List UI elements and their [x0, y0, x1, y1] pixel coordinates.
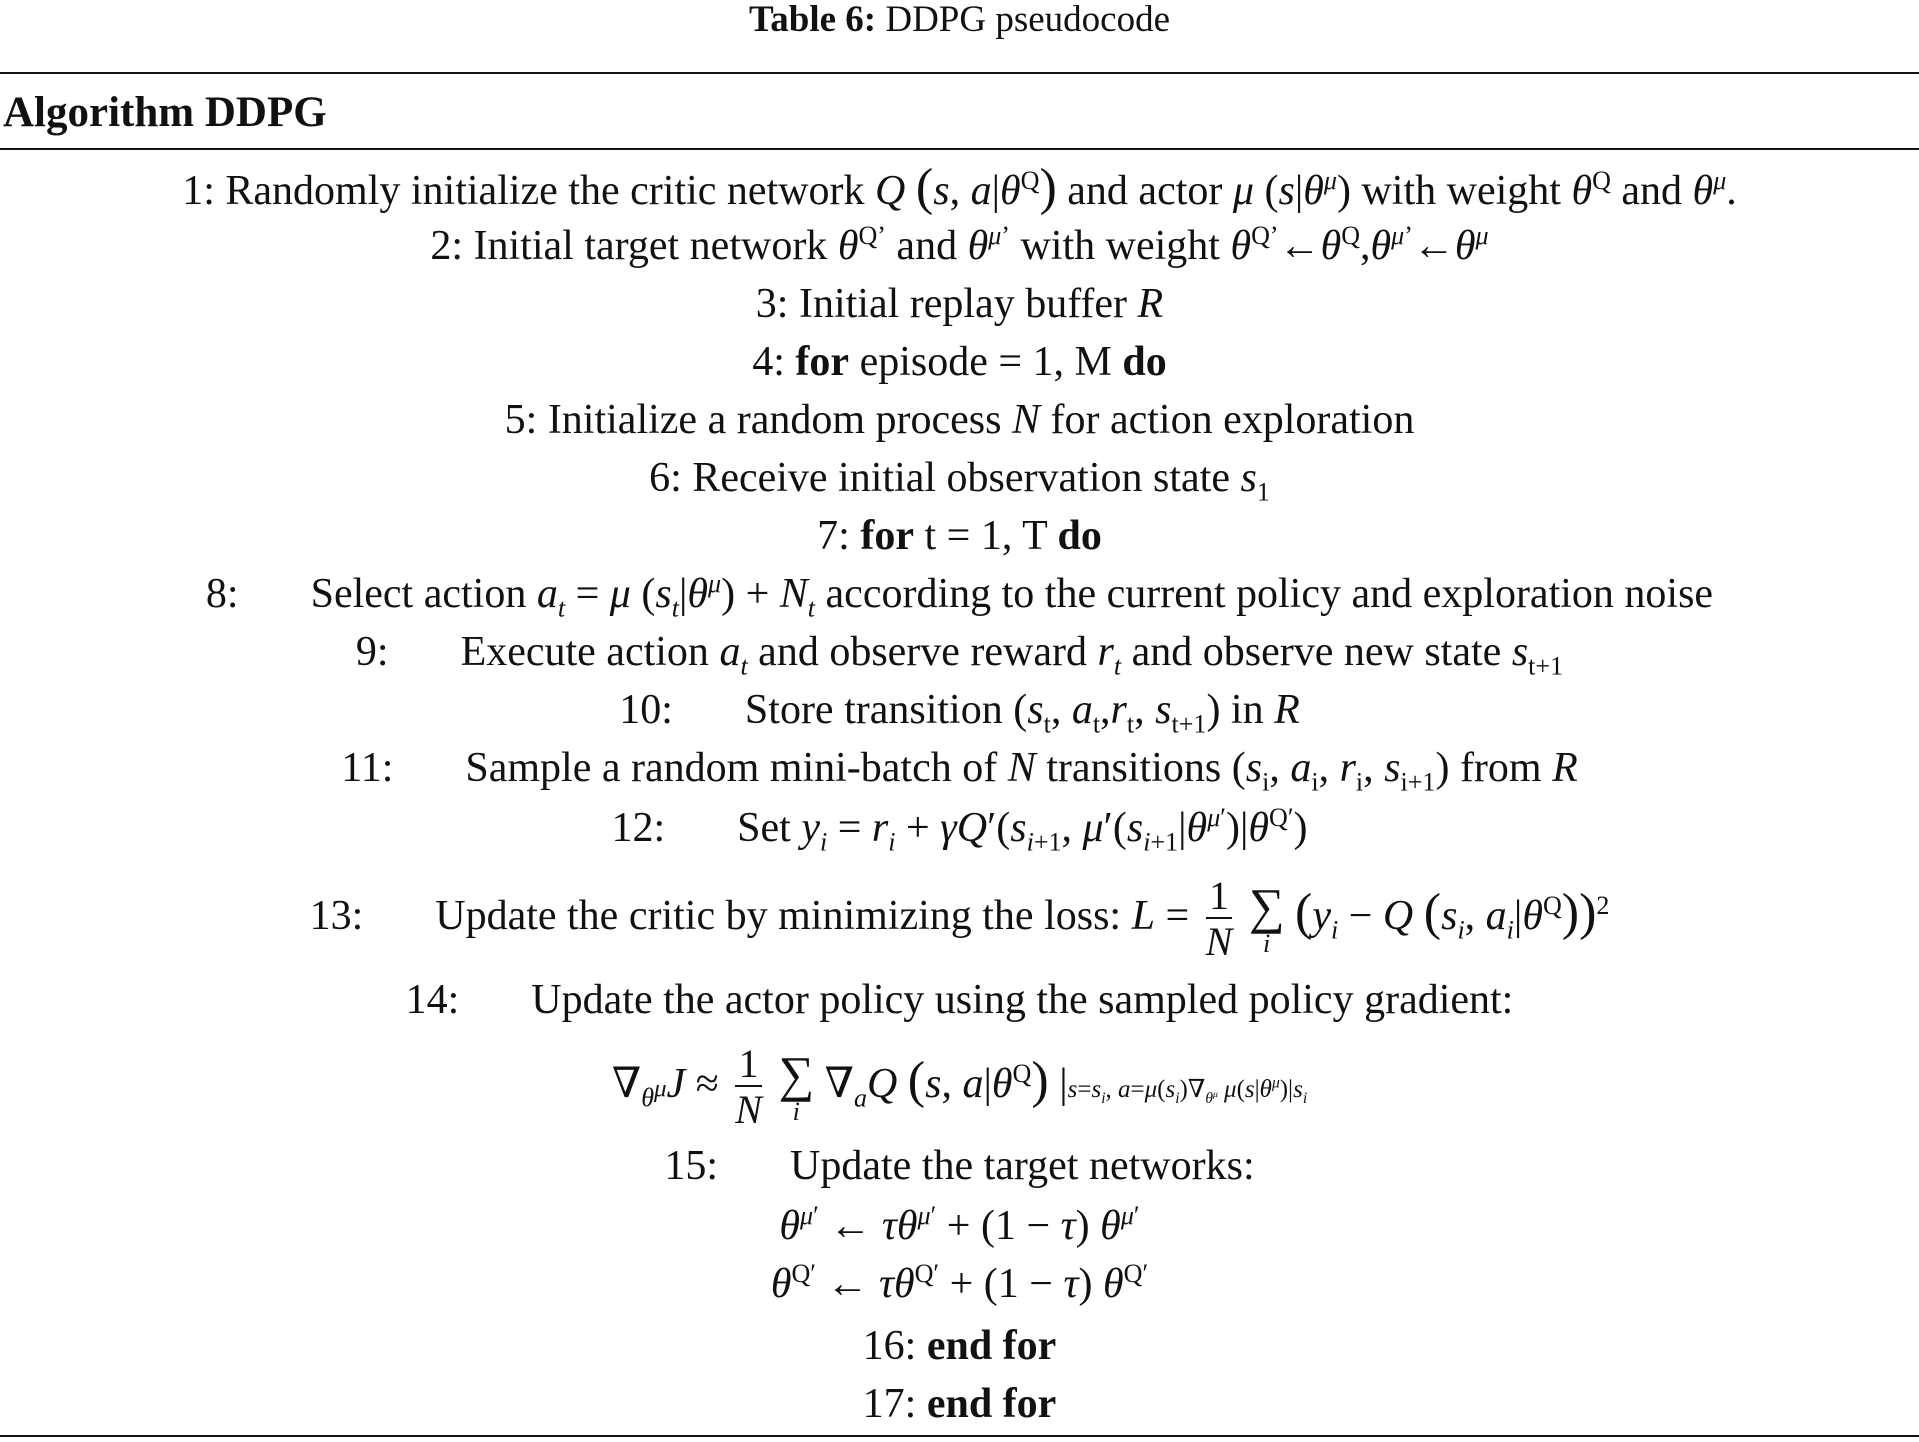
step-number: 17:	[862, 1381, 917, 1427]
step-number: 6:	[649, 455, 682, 501]
step-number: 1:	[182, 168, 215, 214]
fraction: $\frac{1}{N}$	[735, 1041, 762, 1133]
step-1: 1: Randomly initialize the critic network Q (s, $a|\theta^Q$) and actor μ $(s|\theta^\mu)$ with weight $\theta^Q$ and $\theta^\mu$.	[0, 160, 1919, 216]
table-caption	[0, 0, 1919, 40]
step-number: 14:	[405, 977, 460, 1023]
caption-label: Table 6:	[748, 0, 877, 40]
step-number: 13:	[309, 893, 364, 939]
step-10: 10: Store transition ($s_t$, $a_t,r_t$, $s_{t+1}$) in R	[0, 682, 1919, 738]
keyword-do: do	[1122, 339, 1167, 385]
fraction: $\frac{1}{N}$	[1205, 873, 1233, 965]
keyword-for: for	[795, 339, 850, 385]
step-2: 2: Initial target network $\theta^{Q’}$ and $\theta^{\mu’}$ with weight $\theta^{Q’}\leftarrow\theta^Q,\theta^{\mu’}\leftarrow\theta^\mu$	[0, 218, 1919, 274]
step-number: 3:	[755, 281, 789, 327]
loop-range: episode = 1, M	[859, 339, 1112, 385]
step-number: 2:	[430, 223, 464, 269]
step-number: 15:	[664, 1143, 719, 1189]
keyword-end-for: end for	[926, 1323, 1057, 1369]
sum-symbol: ∑ i	[778, 1046, 815, 1127]
keyword-do: do	[1057, 513, 1102, 559]
sum-symbol: ∑ i	[1248, 878, 1285, 959]
keyword-for: for	[860, 513, 914, 559]
step-12: 12: Set $y_i = r_i + \gamma Q'(s_{i+1}$, $\mu'(s_{i+1}|\theta^{\mu'})|\theta^{Q'}$)	[0, 800, 1919, 856]
step-number: 5:	[504, 397, 538, 443]
algorithm-header: Algorithm DDPG	[3, 89, 327, 136]
top-rule	[0, 72, 1919, 74]
loop-range: t = 1, T	[924, 513, 1047, 559]
step-5: 5: Initialize a random process N for action exploration	[0, 392, 1919, 448]
step-3: 3: Initial replay buffer R	[0, 276, 1919, 332]
caption-title: DDPG pseudocode	[885, 0, 1171, 40]
step-number: 10:	[619, 687, 673, 733]
step-6: 6: Receive initial observation state $s_1$	[0, 450, 1919, 506]
step-7	[0, 508, 1919, 564]
step-15: 15: Update the target networks:	[0, 1138, 1919, 1194]
bottom-rule	[0, 1435, 1919, 1437]
step-number: 11:	[341, 745, 394, 791]
step-number: 12:	[611, 805, 666, 851]
step-number: 16:	[862, 1323, 917, 1369]
policy-gradient-formula: $\nabla_{\theta^\mu}J$ ≈ $\frac{1}{N}$ ∑ i $\nabla_aQ$ (s, $a|\theta^Q$) $|s=s_i$, $a=\mu(s_i)\nabla_{\theta^\mu}$ $\mu(s|\theta^\mu)|s_i$	[611, 1041, 1308, 1133]
step-9: 9: Execute action $a_t$ and observe reward $r_t$ and observe new state $s_{t+1}$	[0, 624, 1919, 680]
step-number: 8:	[205, 571, 239, 617]
step-16	[0, 1318, 1919, 1374]
step-8: 8: Select action $a_t = \mu$ $(s_t|\theta^\mu) + N_t$ according to the current policy and exploration noise	[0, 566, 1919, 622]
step-11: 11: Sample a random mini-batch of N transitions ($s_i$, $a_i$, $r_i$, $s_{i+1}$) from R	[0, 740, 1919, 796]
step-number: 4:	[752, 339, 785, 385]
step-number: 7:	[817, 513, 850, 559]
step-13: 13: Update the critic by minimizing the loss: L = $\frac{1}{N}$ ∑ i ($y_i - Q$ ($s_i$, $a_i|\theta^Q))^2$	[0, 868, 1919, 958]
header-rule	[0, 148, 1919, 150]
step-14: 14: Update the actor policy using the sampled policy gradient:	[0, 972, 1919, 1028]
step-17	[0, 1376, 1919, 1432]
target-update-critic: $\theta^{Q'}$ ← $\tau\theta^{Q'} + (1 - \tau)$ $\theta^{Q'}$	[770, 1259, 1149, 1307]
step-number: 9:	[355, 629, 389, 675]
target-update-actor: $\theta^{\mu'}$ ← $\tau\theta^{\mu'} + (1 - \tau)$ $\theta^{\mu'}$	[779, 1201, 1140, 1249]
keyword-end-for: end for	[926, 1381, 1057, 1427]
step-4	[0, 334, 1919, 390]
